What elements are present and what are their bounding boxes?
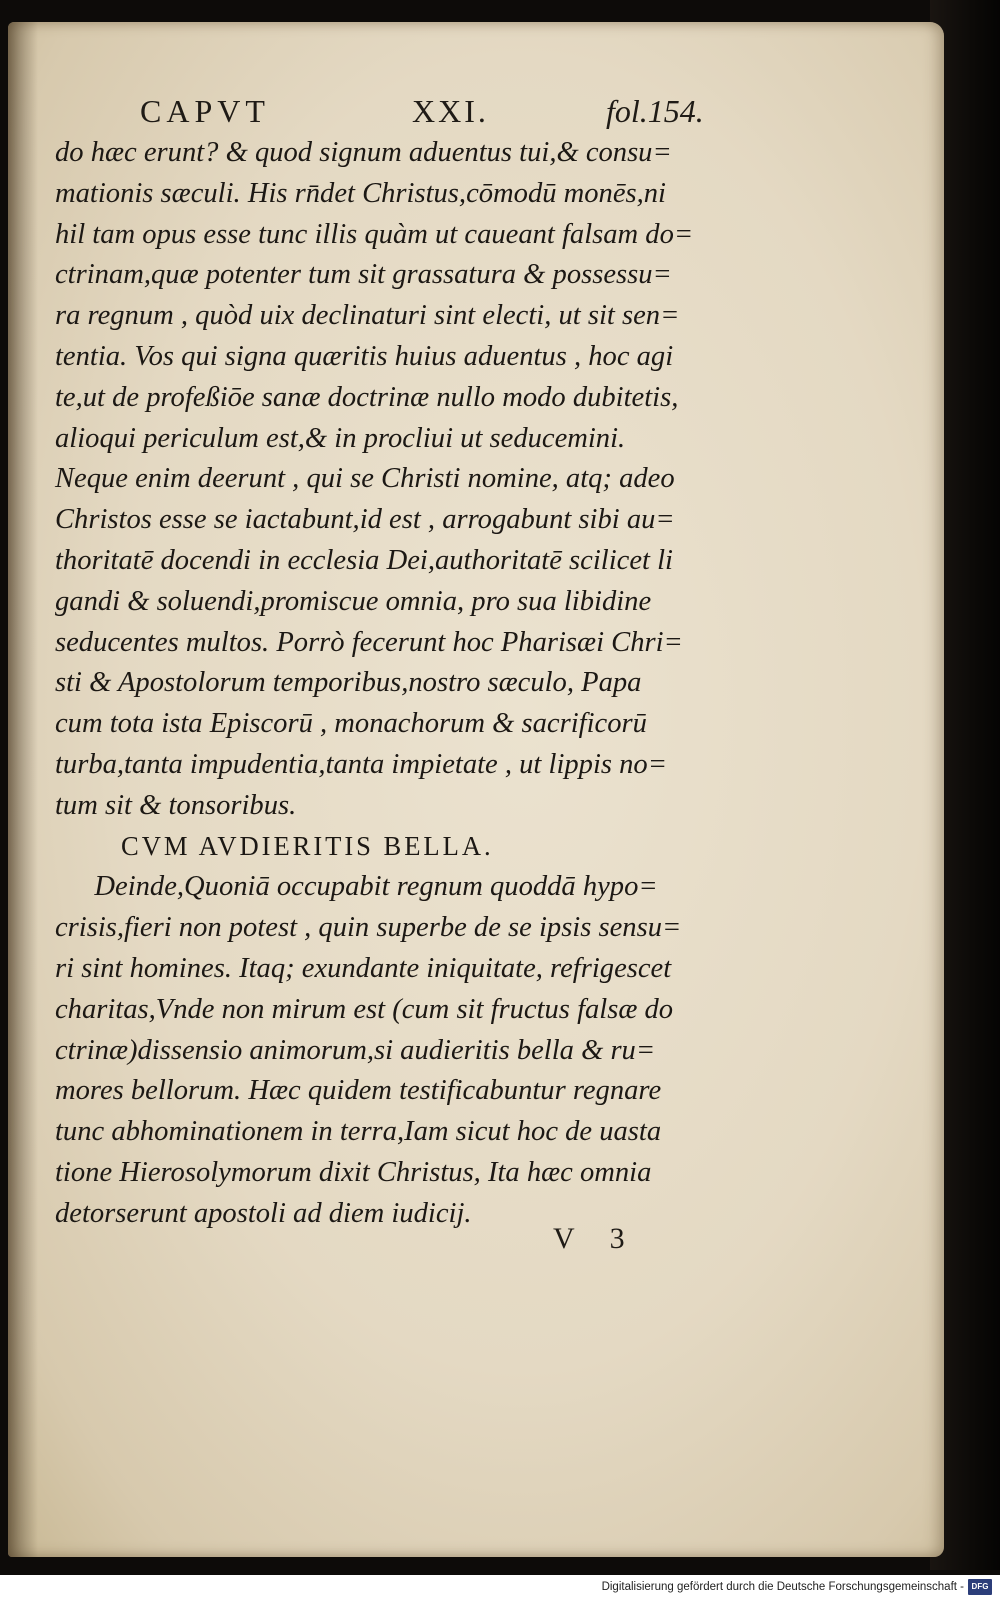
text-line: alioqui periculum est,& in procliui ut seducemini. xyxy=(55,421,626,454)
dfg-logo: DFG xyxy=(968,1579,992,1595)
text-line: ctrinæ)dissensio animorum,si audieritis bella & ru= xyxy=(55,1033,656,1066)
text-line: sti & Apostolorum temporibus,nostro sæculo, Papa xyxy=(55,666,642,699)
text-line: ra regnum , quòd uix declinaturi sint electi, ut sit sen= xyxy=(55,299,680,332)
text-line: seducentes multos. Porrò fecerunt hoc Pharisæi Chri= xyxy=(55,625,683,658)
text-line: mationis sæculi. His rn̄det Christus,cōmodū monēs,ni xyxy=(55,176,667,209)
text-line: tunc abhominationem in terra,Iam sicut hoc de uasta xyxy=(55,1115,662,1148)
text-line: charitas,Vnde non mirum est (cum sit fructus falsæ do xyxy=(55,992,674,1025)
running-head-left: CAPVT xyxy=(140,93,270,129)
text-line: ctrinam,quæ potenter tum sit grassatura & possessu= xyxy=(55,258,672,291)
body-text xyxy=(55,132,715,1234)
text-line: gandi & soluendi,promiscue omnia, pro sua libidine xyxy=(55,584,652,617)
text-line: ri sint homines. Itaq; exundante iniquitate, refrigescet xyxy=(55,951,672,984)
text-line: detorserunt apostoli ad diem iudicij. xyxy=(55,1196,472,1229)
text-line: hil tam opus esse tunc illis quàm ut caueant falsam do= xyxy=(55,217,694,250)
text-line: tum sit & tonsoribus. xyxy=(55,788,297,821)
section-heading: CVM AVDIERITIS BELLA. xyxy=(120,830,494,861)
text-line: mores bellorum. Hæc quidem testificabuntur regnare xyxy=(55,1074,662,1107)
signature-mark: V 3 xyxy=(553,1222,639,1255)
text-line: Deinde,Quoniā occupabit regnum quoddā hypo= xyxy=(94,870,658,903)
running-head-chapter: XXI. xyxy=(412,93,489,129)
text-line: te,ut de profeßiōe sanæ doctrinæ nullo modo dubitetis, xyxy=(55,380,679,413)
text-line: Neque enim deerunt , qui se Christi nomine, atq; adeo xyxy=(55,462,675,495)
text-line: Christos esse se iactabunt,id est , arrogabunt sibi au= xyxy=(55,503,675,536)
text-line: cum tota ista Episcorū , monachorum & sacrificorū xyxy=(55,707,647,740)
page-gutter-shadow xyxy=(8,22,38,1557)
text-line: thoritatē docendi in ecclesia Dei,authoritatē scilicet li xyxy=(55,543,673,576)
text-line: tentia. Vos qui signa quæritis huius aduentus , hoc agi xyxy=(55,339,674,372)
text-line: do hæc erunt? & quod signum aduentus tui,& consu= xyxy=(55,136,672,168)
text-line: turba,tanta impudentia,tanta impietate , ut lippis no= xyxy=(55,747,667,780)
folio-number: fol.154. xyxy=(606,93,704,129)
text-line: tione Hierosolymorum dixit Christus, Ita hæc omnia xyxy=(55,1155,652,1188)
funding-credit: Digitalisierung gefördert durch die Deutsche Forschungsgemeinschaft - xyxy=(601,1581,964,1593)
text-line: crisis,fieri non potest , quin superbe de se ipsis sensu= xyxy=(55,911,682,944)
footer-bar xyxy=(0,1575,1000,1603)
